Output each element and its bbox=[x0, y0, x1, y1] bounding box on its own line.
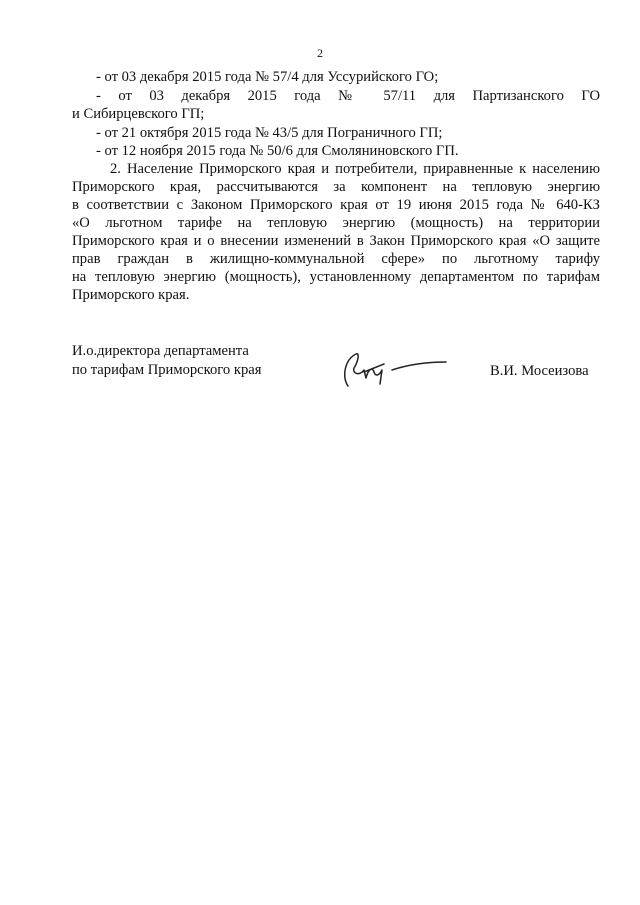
list-item-continuation: и Сибирцевского ГП; bbox=[72, 106, 205, 122]
paragraph-line: в соответствии с Законом Приморского края от 19 июня 2015 года № 640-КЗ bbox=[72, 197, 600, 213]
page-number: 2 bbox=[317, 46, 323, 60]
paragraph-line: 2. Население Приморского края и потребители, приравненные к населению bbox=[110, 161, 600, 177]
position-line: И.о.директора департамента bbox=[72, 343, 249, 359]
paragraph-line: Приморского края, рассчитываются за компонент на тепловую энергию bbox=[72, 179, 600, 195]
paragraph-line: Приморского края и о внесении изменений в Закон Приморского края «О защите bbox=[72, 233, 600, 249]
paragraph-line: Приморского края. bbox=[72, 287, 190, 303]
paragraph-line: «О льготном тарифе на тепловую энергию (мощность) на территории bbox=[72, 215, 600, 231]
signatory-position bbox=[72, 342, 261, 380]
signatory-name: В.И. Мосеизова bbox=[490, 363, 589, 379]
handwritten-signature bbox=[330, 348, 450, 392]
list-item: - от 03 декабря 2015 года № 57/11 для Партизанского ГО bbox=[96, 88, 600, 104]
list-item: - от 03 декабря 2015 года № 57/4 для Уссурийского ГО; bbox=[96, 69, 439, 85]
paragraph-line: на тепловую энергию (мощность), установленному департаментом по тарифам bbox=[72, 269, 600, 285]
list-item: - от 12 ноября 2015 года № 50/6 для Смоляниновского ГП. bbox=[96, 143, 459, 159]
position-line: по тарифам Приморского края bbox=[72, 362, 262, 378]
paragraph-line: прав граждан в жилищно-коммунальной сфере» по льготному тарифу bbox=[72, 251, 600, 267]
list-item: - от 21 октября 2015 года № 43/5 для Пограничного ГП; bbox=[96, 125, 443, 141]
